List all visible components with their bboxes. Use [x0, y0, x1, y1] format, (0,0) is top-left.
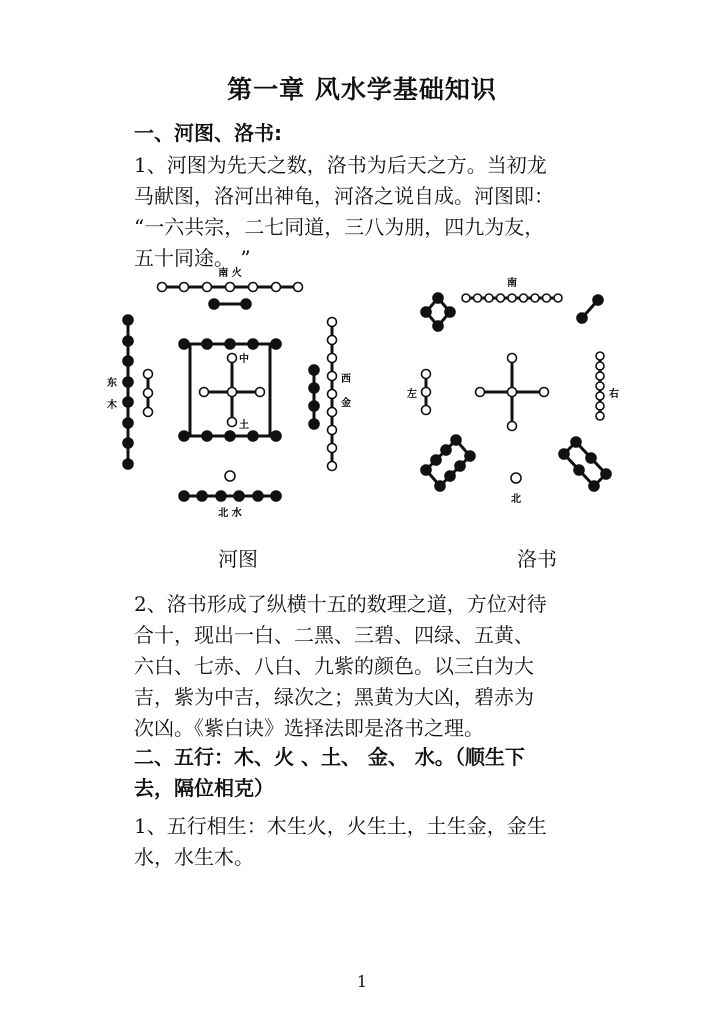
hetu-label-right-bottom: 金	[341, 398, 351, 409]
text-line: 1、河图为先天之数，洛书为后天之方。当初龙	[134, 153, 547, 177]
hetu-label-center: 中	[239, 354, 249, 365]
hetu-diagram	[100, 262, 370, 524]
page-number: 1	[356, 972, 368, 991]
hetu-label-left-bottom: 木	[107, 400, 117, 411]
hetu-label-center-bottom: 土	[239, 420, 249, 431]
text-line: 2、洛书形成了纵横十五的数理之道，方位对待	[134, 592, 547, 616]
hetu-label-bottom: 北 水	[218, 508, 242, 519]
luoshu-label-top: 南	[507, 278, 517, 289]
hetu-caption: 河图	[218, 547, 258, 571]
luoshu-label-left: 左	[407, 389, 417, 400]
section1-paragraph-2	[134, 589, 594, 744]
text-line: 马献图，洛河出神龟，河洛之说自成。河图即：	[134, 184, 554, 208]
text-line: 吉，紫为中吉，绿次之；黑黄为大凶，碧赤为	[134, 685, 534, 709]
text-line: “一六共宗，二七同道，三八为朋，四九为友，	[134, 215, 545, 239]
text-line: 水，水生木。	[134, 845, 254, 869]
section1-paragraph-1	[134, 150, 594, 274]
text-line: 六白、七赤、八白、九紫的颜色。以三白为大	[134, 654, 534, 678]
luoshu-label-bottom: 北	[511, 494, 521, 505]
text-line: 1、五行相生：木生火，火生土，土生金，金生	[134, 814, 547, 838]
luoshu-caption: 洛书	[517, 547, 557, 571]
section2-heading	[134, 742, 594, 804]
luoshu-diagram	[400, 262, 630, 518]
page-title: 第一章 风水学基础知识	[227, 75, 497, 104]
hetu-label-right-top: 西	[341, 374, 351, 385]
hetu-label-top: 南 火	[218, 268, 242, 279]
section1-heading: 一、河图、洛书:	[134, 121, 282, 145]
luoshu-label-right: 右	[609, 389, 619, 400]
hetu-label-left-top: 东	[107, 378, 117, 389]
text-line: 合十，现出一白、二黑、三碧、四绿、五黄、	[134, 623, 534, 647]
text-line: 二、五行：木、火 、土、 金、 水。（顺生下	[134, 745, 525, 769]
text-line: 五十同途。 ”	[134, 246, 251, 270]
text-line: 次凶。《紫白诀》选择法即是洛书之理。	[134, 716, 484, 740]
text-line: 去，隔位相克）	[134, 776, 274, 800]
section2-paragraph-1	[134, 811, 594, 873]
